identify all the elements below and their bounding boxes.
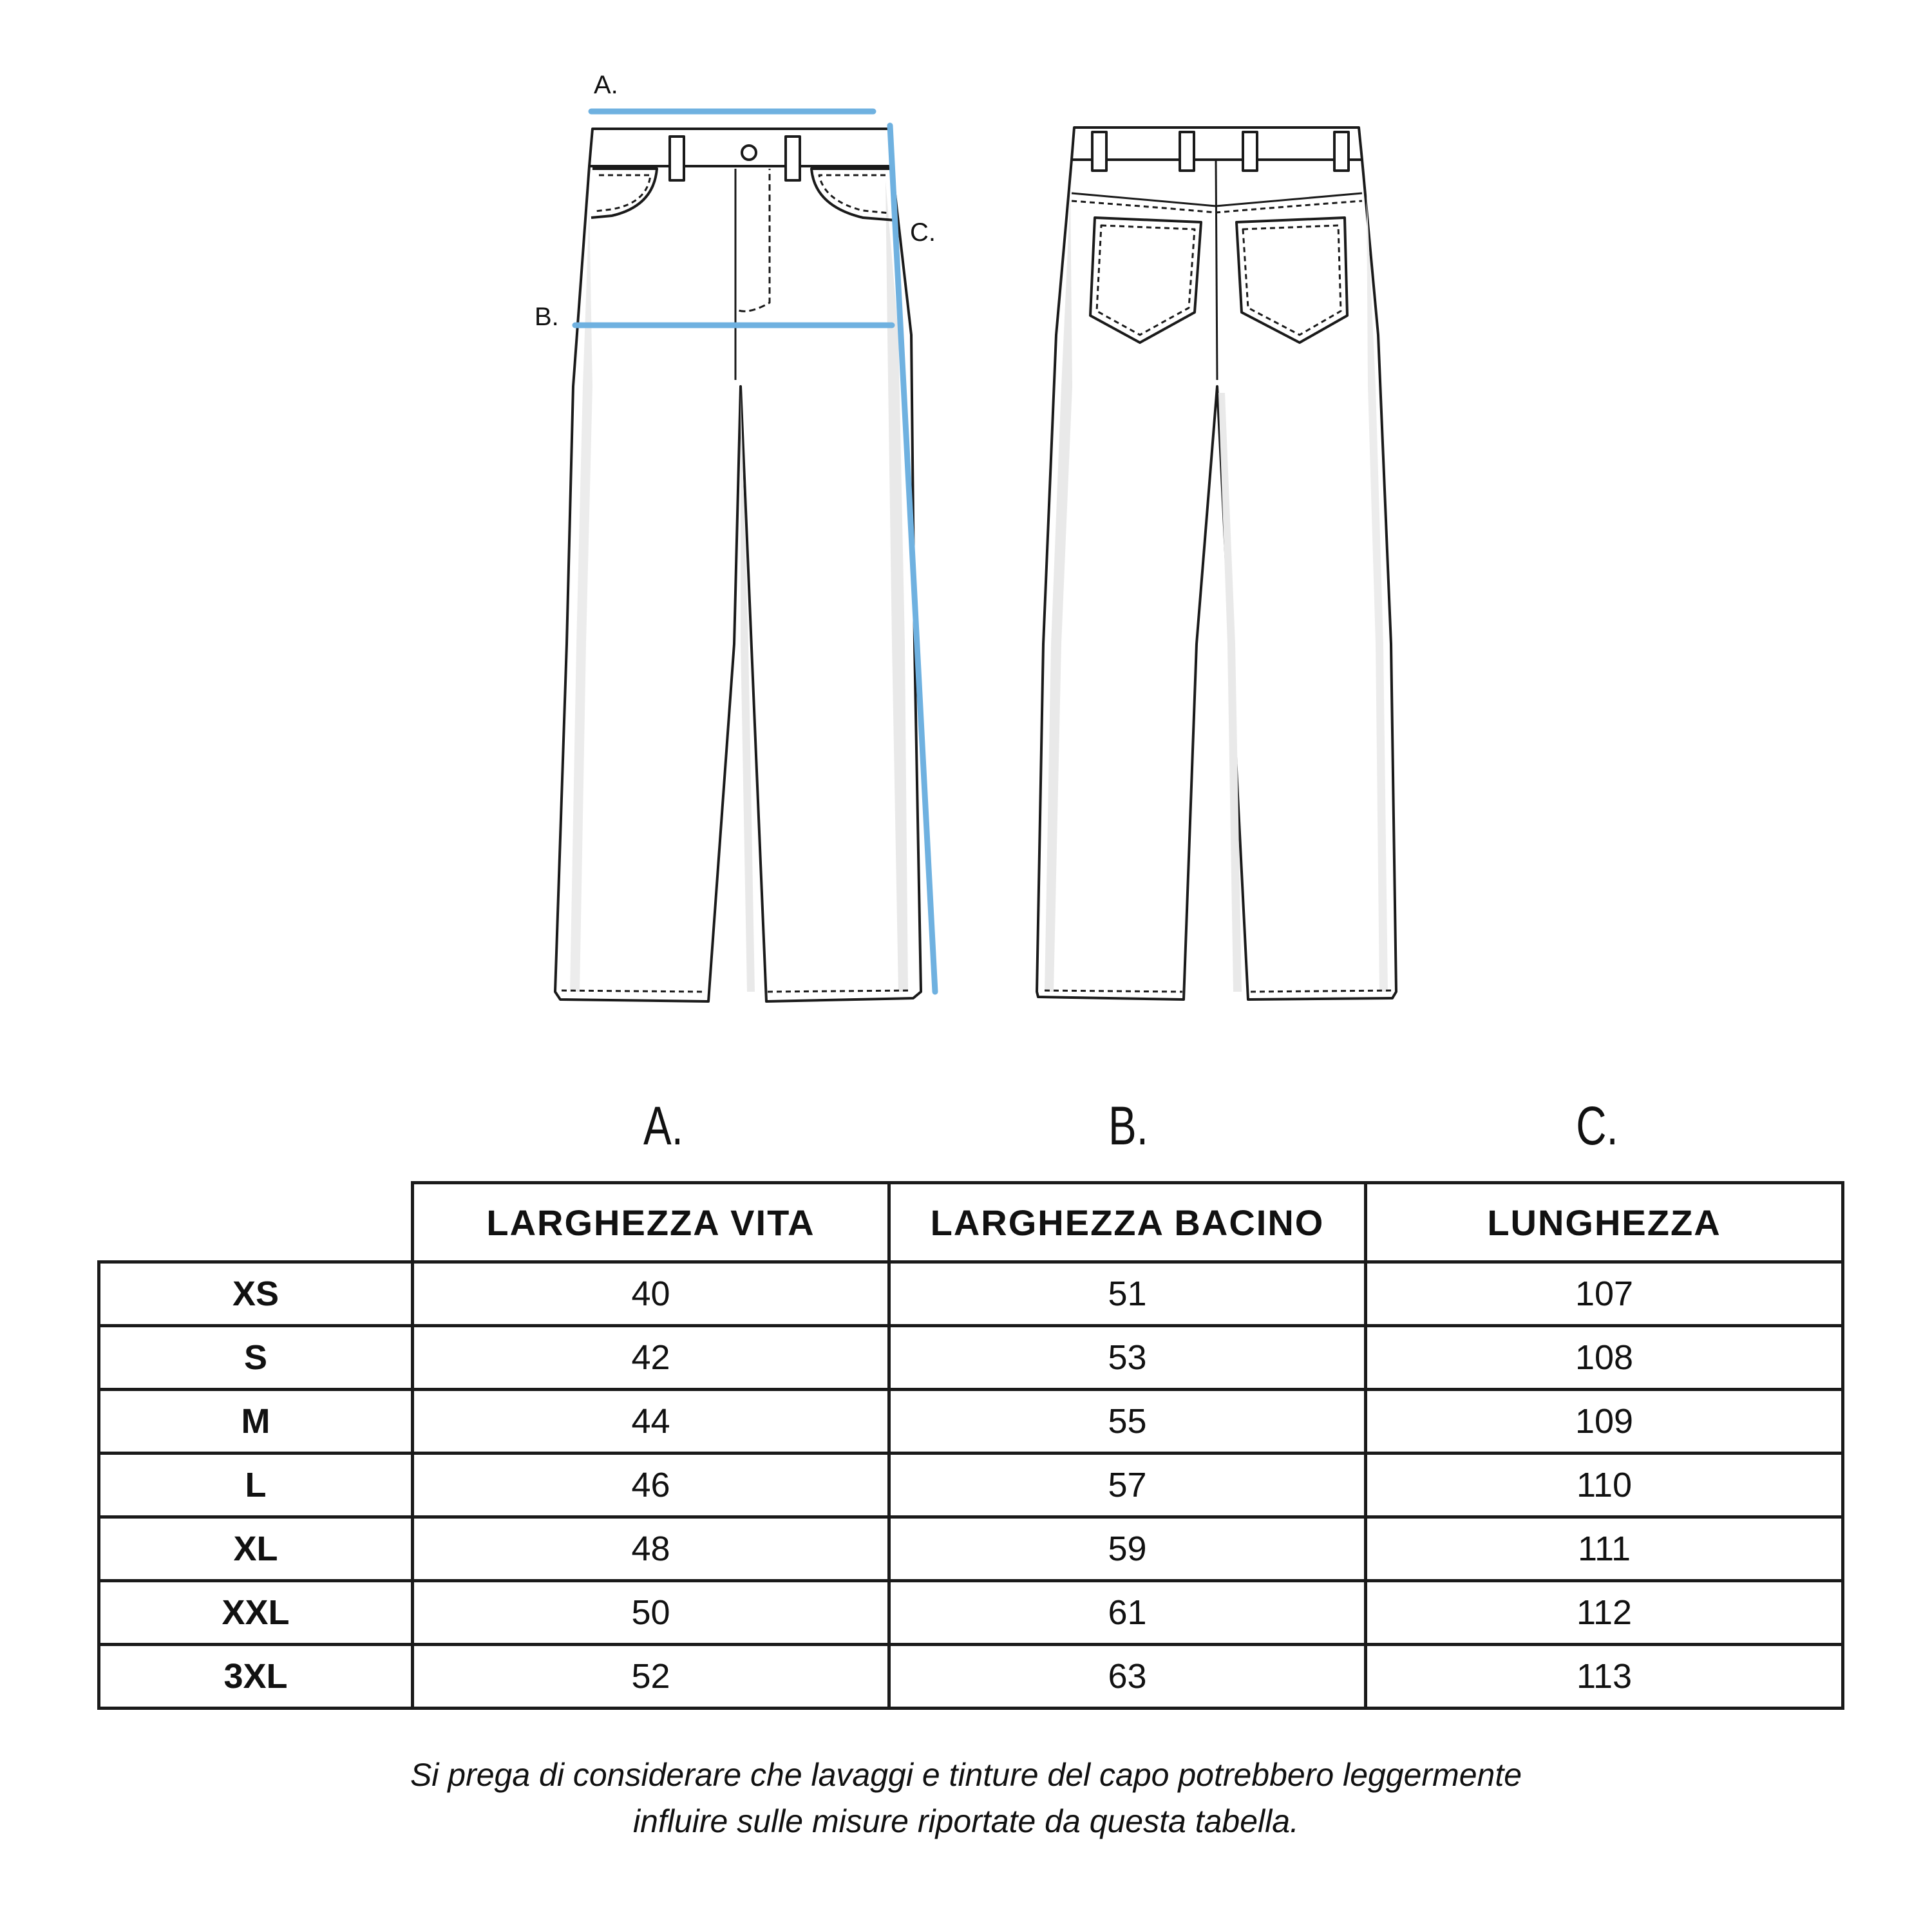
vita-value: 48 <box>413 1517 889 1581</box>
marker-b: B. <box>535 303 559 331</box>
column-letters <box>0 1095 1932 1172</box>
bacino-value: 59 <box>889 1517 1366 1581</box>
column-letter-a: A. <box>643 1095 683 1156</box>
lunghezza-value: 112 <box>1366 1581 1843 1645</box>
table-header-row <box>99 1183 1843 1262</box>
header-larghezza-bacino: LARGHEZZA BACINO <box>889 1183 1366 1262</box>
vita-value: 42 <box>413 1326 889 1390</box>
marker-a: A. <box>594 71 618 99</box>
table-row <box>99 1454 1843 1517</box>
column-letter-b: B. <box>1108 1095 1148 1156</box>
vita-value: 46 <box>413 1454 889 1517</box>
table-corner <box>99 1183 413 1262</box>
lunghezza-value: 113 <box>1366 1645 1843 1709</box>
table-row <box>99 1326 1843 1390</box>
bacino-value: 51 <box>889 1262 1366 1326</box>
bacino-value: 57 <box>889 1454 1366 1517</box>
size-label: XL <box>99 1517 413 1581</box>
lunghezza-value: 107 <box>1366 1262 1843 1326</box>
table-row <box>99 1390 1843 1454</box>
vita-value: 40 <box>413 1262 889 1326</box>
marker-c: C. <box>910 218 936 247</box>
vita-value: 44 <box>413 1390 889 1454</box>
lunghezza-value: 108 <box>1366 1326 1843 1390</box>
lunghezza-value: 109 <box>1366 1390 1843 1454</box>
disclaimer-note <box>0 1752 1932 1844</box>
size-label: 3XL <box>99 1645 413 1709</box>
size-label: XS <box>99 1262 413 1326</box>
bacino-value: 63 <box>889 1645 1366 1709</box>
table-row <box>99 1262 1843 1326</box>
bacino-value: 53 <box>889 1326 1366 1390</box>
size-label: L <box>99 1454 413 1517</box>
front-view-jeans <box>555 129 921 1001</box>
column-letter-c: C. <box>1576 1095 1618 1156</box>
size-table <box>97 1181 1844 1710</box>
table-row <box>99 1581 1843 1645</box>
vita-value: 52 <box>413 1645 889 1709</box>
table-row <box>99 1645 1843 1709</box>
size-label: S <box>99 1326 413 1390</box>
disclaimer-line-1: Si prega di considerare che lavaggi e tinture del capo potrebbero leggermente <box>410 1757 1522 1793</box>
size-label: M <box>99 1390 413 1454</box>
table-row <box>99 1517 1843 1581</box>
bacino-value: 55 <box>889 1390 1366 1454</box>
vita-value: 50 <box>413 1581 889 1645</box>
bacino-value: 61 <box>889 1581 1366 1645</box>
disclaimer-line-2: influire sulle misure riportate da questa tabella. <box>633 1803 1299 1839</box>
back-view-jeans <box>1037 128 1396 999</box>
lunghezza-value: 110 <box>1366 1454 1843 1517</box>
size-label: XXL <box>99 1581 413 1645</box>
header-lunghezza: LUNGHEZZA <box>1366 1183 1843 1262</box>
header-larghezza-vita: LARGHEZZA VITA <box>413 1183 889 1262</box>
lunghezza-value: 111 <box>1366 1517 1843 1581</box>
